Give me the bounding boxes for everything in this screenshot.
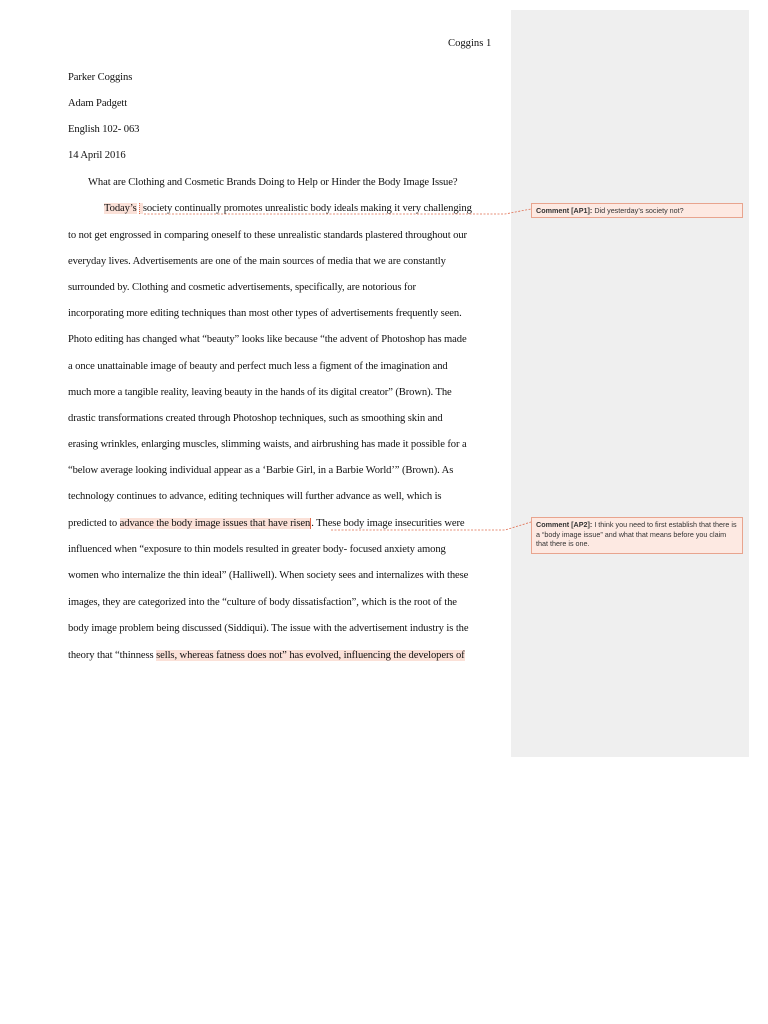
body-line-6: Photo editing has changed what “beauty” looks like because “the advent of Photoshop has made (68, 334, 467, 345)
comment-ap1[interactable] (531, 203, 743, 218)
body-line-1-rest: society continually promotes unrealistic body ideals making it very challenging (142, 203, 472, 214)
body-line-14: influenced when “exposure to thin models resulted in greater body- focused anxiety among (68, 544, 446, 555)
body-line-1 (104, 202, 472, 216)
highlight-ap2[interactable]: advance the body image issues that have risen (119, 518, 311, 529)
body-line-3: everyday lives. Advertisements are one of the main sources of media that we are constantly (68, 256, 446, 267)
comment-ap2-text: I think you need to first establish that there is a “body image issue” and what that means before you claim that there is one. (536, 520, 737, 548)
body-line-10: erasing wrinkles, enlarging muscles, slimming waists, and airbrushing has made it possible for a (68, 439, 467, 450)
body-line-7: a once unattainable image of beauty and perfect much less a figment of the imagination and (68, 361, 448, 372)
body-line-4: surrounded by. Clothing and cosmetic advertisements, specifically, are notorious for (68, 282, 416, 293)
essay-title: What are Clothing and Cosmetic Brands Doing to Help or Hinder the Body Image Issue? (88, 177, 458, 188)
instructor-name: Adam Padgett (68, 98, 128, 109)
comment-ap2[interactable] (531, 517, 743, 554)
body-line-16: images, they are categorized into the “culture of body dissatisfaction”, which is the root of the (68, 597, 457, 608)
comment-ap1-label: Comment [AP1]: (536, 206, 593, 215)
body-line-13 (68, 517, 465, 531)
body-line-9: drastic transformations created through Photoshop techniques, such as smoothing skin and (68, 413, 443, 424)
body-line-5: incorporating more editing techniques than most other types of advertisements frequently seen. (68, 308, 462, 319)
comment-ap1-text: Did yesterday’s society not? (594, 206, 684, 215)
comment-pane (511, 10, 749, 757)
highlight-ap3[interactable]: sells, whereas fatness does not” has evolved, influencing the developers of (156, 650, 465, 661)
highlight-ap1[interactable]: Today’s (104, 203, 137, 214)
body-line-2: to not get engrossed in comparing oneself to these unrealistic standards plastered throughout our (68, 230, 467, 241)
body-line-12: technology continues to advance, editing techniques will further advance as well, which is (68, 491, 442, 502)
course-name: English 102- 063 (68, 124, 140, 135)
body-line-8: much more a tangible reality, leaving beauty in the hands of its digital creator” (Brown). The (68, 387, 452, 398)
author-name: Parker Coggins (68, 72, 133, 83)
body-line-13-post: . These body image insecurities were (311, 518, 465, 529)
body-line-18 (68, 649, 465, 663)
body-line-15: women who internalize the thin ideal” (Halliwell). When society sees and internalizes with these (68, 570, 469, 581)
body-line-11: “below average looking individual appear as a ‘Barbie Girl, in a Barbie World’” (Brown). As (68, 465, 454, 476)
body-line-18-pre: theory that “thinness (68, 650, 157, 661)
date: 14 April 2016 (68, 150, 126, 161)
comment-ap2-label: Comment [AP2]: (536, 520, 593, 529)
running-head: Coggins 1 (448, 38, 492, 49)
body-line-13-pre: predicted to (68, 518, 118, 529)
body-line-17: body image problem being discussed (Siddiqui). The issue with the advertisement industry is the (68, 623, 469, 634)
